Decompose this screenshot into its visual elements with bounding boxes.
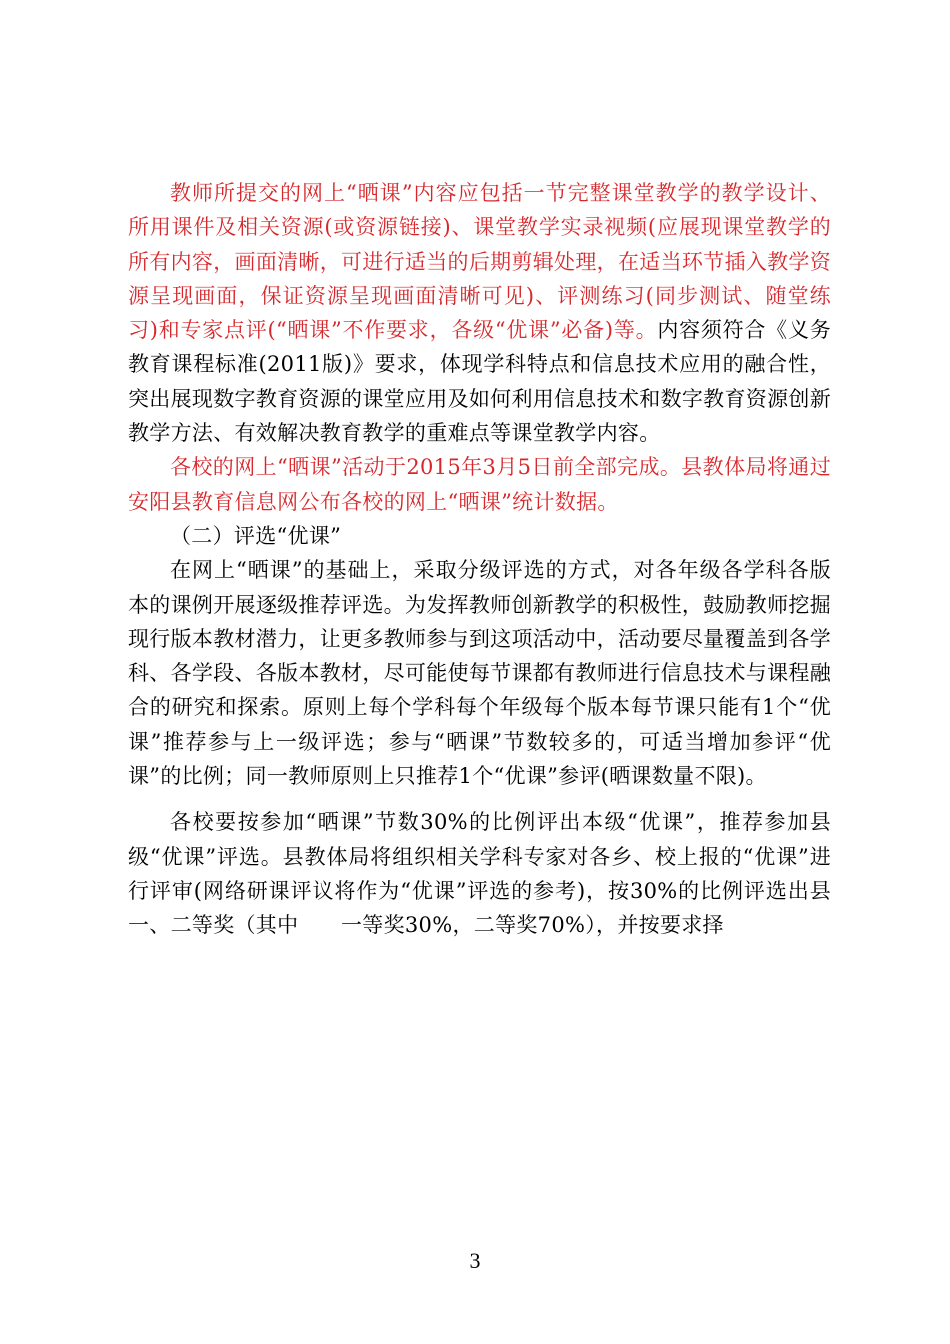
curriculum-standard-text: 内容须符合《义务教育课程标准(2011版)》要求，体现学科特点和信息技术应用的融合性，突出展现数字教育资源的课堂应用及如何利用信息技术和数字教育资源创新教学方法、有效解决教育教学的重难点等课堂教学内容。 xyxy=(128,318,832,446)
section-heading-select-excellent-lessons: （二）评选“优课” xyxy=(170,523,342,548)
submission-requirements-text: 教师所提交的网上“晒课”内容应包括一节完整课堂教学的教学设计、所用课件及相关资源(或资源链接)、课堂教学实录视频(应展现课堂教学的所有内容，画面清晰，可进行适当的后期剪辑处理，在适当环节插入教学资源呈现画面，保证资源呈现画面清晰可见)、评测练习(同步测试、随堂练习)和专家点评(“晒课”不作要求，各级“优课”必备)等。 xyxy=(128,181,831,343)
paragraph-school-selection-ratio: 各校要按参加“晒课”节数30%的比例评出本级“优课”，推荐参加县级“优课”评选。县教体局将组织相关学科专家对各乡、校上报的“优课”进行评审(网络研课评议将作为“优课”评选的参考)，按30%的比例评选出县一、二等奖（其中 一等奖30%，二等奖70%），并按要求择 xyxy=(128,810,831,938)
paragraph-selection-method: 在网上“晒课”的基础上，采取分级评选的方式，对各年级各学科各版本的课例开展逐级推荐评选。为发挥教师创新教学的积极性，鼓励教师挖掘现行版本教材潜力，让更多教师参与到这项活动中，活动要尽量覆盖到各学科、各学段、各版本教材，尽可能使每节课都有教师进行信息技术与课程融合的研究和探索。原则上每个学科每个年级每个版本每节课只能有1个“优课”推荐参与上一级评选；参与“晒课”节数较多的，可适当增加参评“优课”的比例；同一教师原则上只推荐1个“优课”参评(晒课数量不限)。 xyxy=(128,558,831,789)
paragraph-submission-content xyxy=(128,176,831,450)
paragraph-deadline: 各校的网上“晒课”活动于2015年3月5日前全部完成。县教体局将通过安阳县教育信息网公布各校的网上“晒课”统计数据。 xyxy=(128,455,831,514)
document-body xyxy=(128,176,831,943)
page-number: 3 xyxy=(469,1248,481,1273)
